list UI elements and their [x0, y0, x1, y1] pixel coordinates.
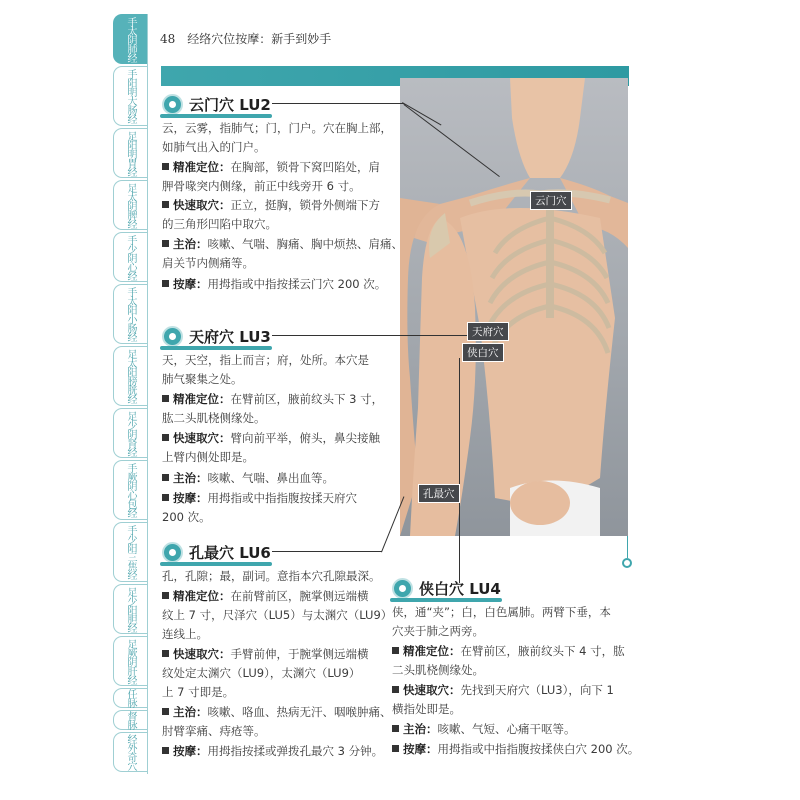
- leader-line-lu3: [272, 335, 468, 336]
- item-label: 按摩：: [403, 742, 438, 756]
- section-underline: [390, 598, 502, 602]
- page-line-vertical: [627, 536, 628, 558]
- lu4-location: [392, 642, 625, 680]
- bullet-icon: [162, 592, 169, 599]
- text-line: 连线上。: [162, 627, 208, 641]
- text-line: 肘臂挛痛、痔疮等。: [162, 724, 266, 738]
- lu2-location: [162, 158, 380, 196]
- meridian-tab[interactable]: 足太阴脾经: [113, 180, 147, 230]
- meridian-tab[interactable]: 任脉: [113, 688, 147, 708]
- bullet-icon: [392, 686, 399, 693]
- text-line: 的三角形凹陷中取穴。: [162, 217, 277, 231]
- tab-rail: [147, 14, 148, 774]
- lu3-massage: [162, 489, 357, 527]
- section-title-text: 孔最穴 LU6: [189, 544, 271, 562]
- text-line: 胛骨喙突内侧缘，前正中线旁开 6 寸。: [162, 179, 361, 193]
- section-underline: [160, 346, 272, 350]
- text-line: 侠，通“夹”；白，白色属肺。两臂下垂，本: [392, 605, 611, 619]
- item-label: 主治：: [403, 722, 438, 736]
- meridian-tab[interactable]: 足阳明胃经: [113, 128, 147, 178]
- text-line: 手臂前伸，于腕掌侧远端横: [230, 647, 369, 661]
- meridian-tab[interactable]: 手太阴肺经: [113, 14, 147, 64]
- text-line: 横指处即是。: [392, 702, 461, 716]
- lu6-intro: [162, 567, 381, 586]
- section-title-lu4: [392, 578, 501, 599]
- text-line: 上臂内侧处即是。: [162, 450, 254, 464]
- anatomy-photo: [400, 78, 628, 536]
- text-line: 肱二头肌桡侧缘处。: [162, 411, 266, 425]
- text-line: 在臂前区，腋前纹头下 4 寸，肱: [460, 644, 625, 658]
- bullet-icon: [162, 494, 169, 501]
- bullet-icon: [162, 434, 169, 441]
- lu2-indication: [162, 235, 403, 273]
- meridian-tab[interactable]: 足太阳膀胱经: [113, 346, 147, 406]
- label-tianfu: 天府穴: [467, 322, 509, 341]
- item-label: 按摩：: [173, 277, 208, 291]
- lu4-intro: [392, 603, 611, 641]
- meridian-tab[interactable]: 手太阳小肠经: [113, 284, 147, 344]
- text-line: 咳嗽、气喘、胸痛、胸中烦热、肩痛、: [207, 237, 403, 251]
- label-xiabai: 侠白穴: [462, 343, 504, 362]
- text-line: 如肺气出入的门户。: [162, 140, 266, 154]
- text-line: 在前臂前区，腕掌侧远端横: [230, 589, 369, 603]
- section-title-text: 云门穴 LU2: [189, 96, 271, 114]
- text-line: 在臂前区，腋前纹头下 3 寸，: [230, 392, 384, 406]
- bullet-icon: [162, 201, 169, 208]
- lu2-massage: [162, 275, 386, 294]
- section-title-text: 侠白穴 LU4: [419, 580, 501, 598]
- lu4-indication: [392, 720, 576, 739]
- lu4-massage: [392, 740, 639, 759]
- text-line: 孔，孔隙；最，副词。意指本穴孔隙最深。: [162, 569, 381, 583]
- book-title: 经络穴位按摩：新手到妙手: [187, 32, 332, 46]
- text-line: 肺气聚集之处。: [162, 372, 243, 386]
- text-line: 用拇指按揉或弹拨孔最穴 3 分钟。: [207, 744, 384, 758]
- leader-line-lu6-h: [272, 551, 382, 552]
- lu6-quick: [162, 645, 369, 702]
- meridian-tab[interactable]: 足厥阴肝经: [113, 636, 147, 686]
- item-label: 快速取穴：: [173, 431, 231, 445]
- torso-illustration: [400, 78, 628, 536]
- meridian-tab[interactable]: 足少阳胆经: [113, 584, 147, 634]
- lu3-intro: [162, 351, 369, 389]
- item-label: 主治：: [173, 705, 208, 719]
- text-line: 咳嗽、咯血、热病无汗、咽喉肿痛、: [207, 705, 392, 719]
- item-label: 主治：: [173, 471, 208, 485]
- text-line: 在胸部，锁骨下窝凹陷处，肩: [230, 160, 380, 174]
- lu2-quick: [162, 196, 380, 234]
- lu4-quick: [392, 681, 614, 719]
- bullet-icon: [162, 650, 169, 657]
- text-line: 上 7 寸即是。: [162, 685, 235, 699]
- meridian-tab[interactable]: 手少阳三焦经: [113, 522, 147, 582]
- text-line: 200 次。: [162, 510, 211, 524]
- label-kongzui: 孔最穴: [418, 484, 460, 503]
- lu3-indication: [162, 469, 334, 488]
- person-icon: [162, 326, 183, 347]
- text-line: 云，云雾，指肺气；门，门户。穴在胸上部，: [162, 121, 392, 135]
- text-line: 臂向前平举，俯头，鼻尖接触: [230, 431, 380, 445]
- item-label: 主治：: [173, 237, 208, 251]
- lu6-massage: [162, 742, 383, 761]
- page-line-marker: [622, 558, 632, 568]
- text-line: 肩关节内侧痛等。: [162, 256, 254, 270]
- text-line: 咳嗽、气短、心痛干呕等。: [437, 722, 576, 736]
- meridian-tab[interactable]: 督脉: [113, 710, 147, 730]
- lu3-location: [162, 390, 383, 428]
- item-label: 快速取穴：: [173, 647, 231, 661]
- text-line: 用拇指或中指指腹按揉天府穴: [207, 491, 357, 505]
- person-icon: [162, 94, 183, 115]
- meridian-tab[interactable]: 手少阴心经: [113, 232, 147, 282]
- text-line: 纹上 7 寸，尺泽穴（LU5）与太渊穴（LU9）: [162, 608, 393, 622]
- page-number: 48: [160, 32, 176, 46]
- bullet-icon: [162, 240, 169, 247]
- item-label: 按摩：: [173, 744, 208, 758]
- bullet-icon: [392, 647, 399, 654]
- text-line: 咳嗽、气喘、鼻出血等。: [207, 471, 334, 485]
- bullet-icon: [162, 747, 169, 754]
- bullet-icon: [162, 708, 169, 715]
- item-label: 精准定位：: [403, 644, 461, 658]
- page-header: [160, 30, 331, 48]
- text-line: 天，天空，指上而言；府，处所。本穴是: [162, 353, 369, 367]
- meridian-tab[interactable]: 经外奇穴: [113, 732, 147, 772]
- text-line: 穴夹于肺之两旁。: [392, 624, 484, 638]
- section-title-lu2: [162, 94, 271, 115]
- bullet-icon: [162, 163, 169, 170]
- item-label: 精准定位：: [173, 589, 231, 603]
- bullet-icon: [162, 280, 169, 287]
- person-icon: [392, 578, 413, 599]
- meridian-tab[interactable]: 手阳明大肠经: [113, 66, 147, 126]
- item-label: 快速取穴：: [403, 683, 461, 697]
- bullet-icon: [392, 725, 399, 732]
- section-title-lu6: [162, 542, 271, 563]
- lu6-location: [162, 587, 392, 644]
- label-yunmen: 云门穴: [530, 191, 572, 210]
- text-line: 用拇指或中指按揉云门穴 200 次。: [207, 277, 387, 291]
- lu6-indication: [162, 703, 392, 741]
- leader-line-lu2-h: [272, 103, 404, 104]
- leader-line-lu4-v: [459, 358, 460, 583]
- bullet-icon: [162, 395, 169, 402]
- item-label: 精准定位：: [173, 392, 231, 406]
- text-line: 二头肌桡侧缘处。: [392, 663, 484, 677]
- lu2-intro: [162, 119, 392, 157]
- meridian-tab[interactable]: 手厥阴心包经: [113, 460, 147, 520]
- section-underline: [160, 562, 272, 566]
- person-icon: [162, 542, 183, 563]
- section-title-lu3: [162, 326, 271, 347]
- section-underline: [160, 114, 272, 118]
- item-label: 精准定位：: [173, 160, 231, 174]
- meridian-tab[interactable]: 足少阴肾经: [113, 408, 147, 458]
- text-line: 正立，挺胸，锁骨外侧端下方: [230, 198, 380, 212]
- text-line: 先找到天府穴（LU3），向下 1: [460, 683, 614, 697]
- meridian-tabs: [113, 14, 147, 774]
- text-line: 纹处定太渊穴（LU9），太渊穴（LU9）: [162, 666, 361, 680]
- bullet-icon: [392, 745, 399, 752]
- section-title-text: 天府穴 LU3: [189, 328, 271, 346]
- text-line: 用拇指或中指指腹按揉侠白穴 200 次。: [437, 742, 640, 756]
- bullet-icon: [162, 474, 169, 481]
- lu3-quick: [162, 429, 380, 467]
- item-label: 按摩：: [173, 491, 208, 505]
- item-label: 快速取穴：: [173, 198, 231, 212]
